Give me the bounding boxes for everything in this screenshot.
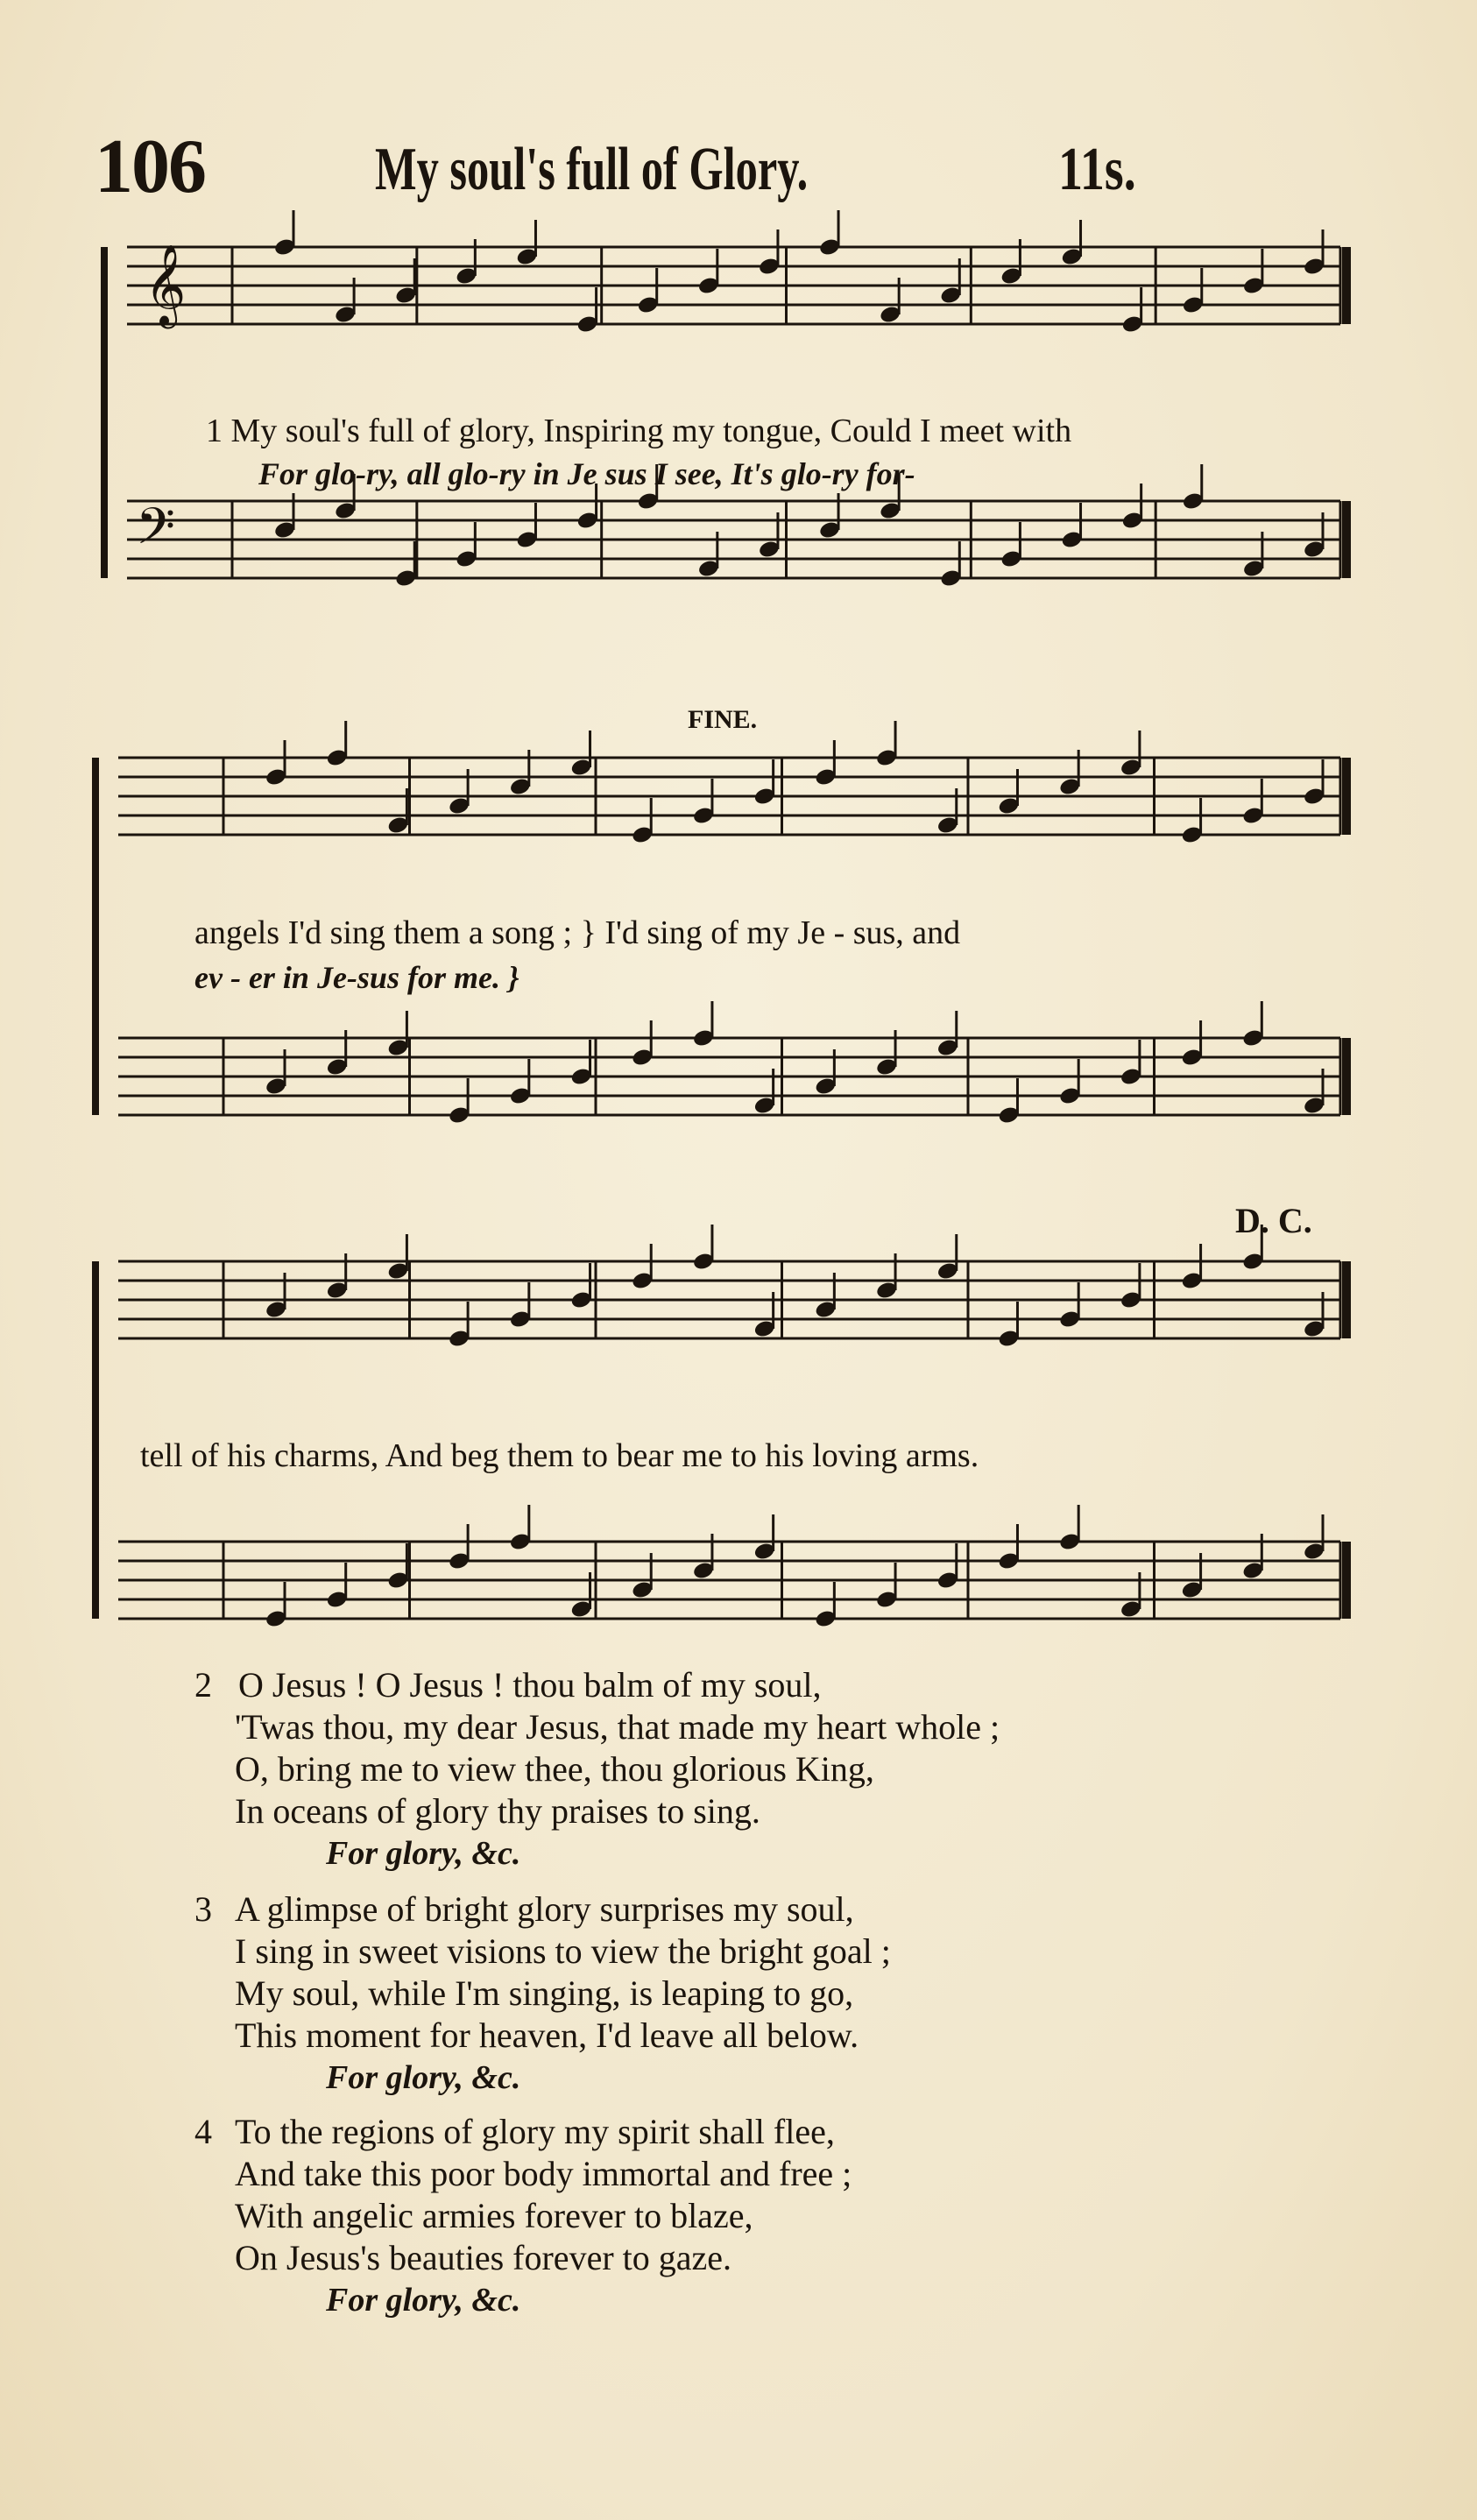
page-number: 106 — [95, 124, 205, 209]
verse-number: 4 — [194, 2112, 212, 2151]
note — [265, 1582, 287, 1628]
end-bar — [1342, 758, 1351, 835]
note — [448, 1078, 470, 1125]
music-system-2 — [0, 705, 1477, 1161]
note — [1303, 1514, 1325, 1561]
note — [265, 740, 287, 787]
note — [386, 1543, 409, 1590]
note — [509, 1282, 532, 1329]
note — [1060, 220, 1083, 266]
lyric-line-main: tell of his charms, And beg them to bear me to his loving arms. — [140, 1437, 979, 1474]
note — [448, 1302, 470, 1348]
verse-number: 2 — [194, 1665, 212, 1705]
note — [753, 1514, 776, 1561]
hymn-meter: 11s. — [1058, 136, 1136, 203]
verse-line: A glimpse of bright glory surprises my soul, — [235, 1889, 854, 1929]
verse-line: To the regions of glory my spirit shall flee, — [235, 2112, 835, 2151]
system-brace — [101, 247, 108, 578]
note — [1000, 522, 1022, 568]
note — [455, 522, 477, 568]
verse-line: I sing in sweet visions to view the bright goal ; — [235, 1931, 891, 1971]
note — [515, 503, 538, 549]
note — [1181, 1020, 1204, 1067]
lyric-line-refrain: ev - er in Je-sus for me. } — [194, 960, 519, 995]
note — [1058, 1059, 1081, 1105]
end-bar — [1342, 1542, 1351, 1619]
note — [997, 1078, 1020, 1125]
note — [1058, 1505, 1081, 1551]
verse-line: On Jesus's beauties forever to gaze. — [235, 2238, 732, 2277]
note — [875, 1563, 898, 1609]
note — [692, 1001, 715, 1048]
note — [1182, 464, 1205, 511]
verse-line: 'Twas thou, my dear Jesus, that made my heart whole ; — [235, 1707, 1000, 1747]
note — [386, 1011, 409, 1057]
note — [1058, 1282, 1081, 1329]
verse-line: O Jesus ! O Jesus ! thou balm of my soul, — [238, 1665, 822, 1705]
note — [1303, 229, 1325, 276]
note — [697, 249, 720, 295]
note — [814, 1582, 837, 1628]
note — [509, 1059, 532, 1105]
verse-line: In oceans of glory thy praises to sing. — [235, 1791, 760, 1831]
note — [394, 541, 417, 588]
treble-clef-icon: 𝄞 — [145, 244, 187, 325]
system-brace — [92, 1261, 99, 1619]
note — [1182, 268, 1205, 314]
note — [631, 798, 654, 844]
note — [515, 220, 538, 266]
note — [1121, 287, 1144, 334]
end-bar — [1342, 1261, 1351, 1338]
note — [569, 1040, 592, 1086]
end-bar — [1342, 1038, 1351, 1115]
end-bar — [1342, 247, 1351, 324]
note — [1181, 798, 1204, 844]
note — [448, 1524, 470, 1571]
note — [1121, 484, 1144, 530]
note — [569, 731, 592, 777]
bass-clef-icon: 𝄢 — [136, 497, 176, 568]
note — [936, 1543, 959, 1590]
end-bar — [1342, 501, 1351, 578]
note — [576, 287, 599, 334]
verse-refrain: For glory, &c. — [326, 1835, 521, 1872]
verse-line: This moment for heaven, I'd leave all below. — [235, 2015, 859, 2055]
note — [637, 268, 660, 314]
note — [939, 541, 962, 588]
music-system-3 — [0, 1200, 1477, 1655]
music-system-1 — [0, 229, 1477, 641]
note — [1242, 249, 1265, 295]
verse-refrain: For glory, &c. — [326, 2059, 521, 2096]
hymn-title: My soul's full of Glory. — [375, 136, 809, 203]
lyric-line-main: 1 My soul's full of glory, Inspiring my tongue, Could I meet with — [206, 413, 1072, 449]
note — [1120, 1263, 1142, 1309]
page-header — [95, 123, 1391, 219]
verse-line: O, bring me to view thee, thou glorious King, — [235, 1749, 874, 1789]
verse-line: My soul, while I'm singing, is leaping to go, — [235, 1973, 854, 2013]
dc-marker: D. C. — [1235, 1201, 1312, 1240]
note — [326, 1563, 349, 1609]
note — [1303, 759, 1325, 806]
system-brace — [92, 758, 99, 1115]
note — [509, 1505, 532, 1551]
note — [692, 779, 715, 825]
note — [692, 1225, 715, 1271]
note — [875, 721, 898, 767]
lyric-line-main: angels I'd sing them a song ; } I'd sing of my Je - sus, and — [194, 914, 961, 951]
note — [386, 1234, 409, 1281]
note — [753, 759, 776, 806]
verse-line: And take this poor body immortal and free ; — [235, 2154, 852, 2193]
note — [1181, 1244, 1204, 1290]
lyric-line-refrain: For glo-ry, all glo-ry in Je sus I see, It's glo-ry for- — [258, 456, 915, 491]
note — [569, 1263, 592, 1309]
note — [758, 229, 781, 276]
fine-marker: FINE. — [688, 705, 758, 734]
note — [1241, 1001, 1264, 1048]
note — [631, 1244, 654, 1290]
note — [631, 1020, 654, 1067]
note — [1241, 779, 1264, 825]
verse-line: With angelic armies forever to blaze, — [235, 2196, 753, 2235]
note — [1120, 731, 1142, 777]
note — [936, 1234, 959, 1281]
verse-number: 3 — [194, 1889, 212, 1929]
note — [997, 1302, 1020, 1348]
note — [936, 1011, 959, 1057]
note — [997, 1524, 1020, 1571]
note — [326, 721, 349, 767]
note — [1060, 503, 1083, 549]
note — [814, 740, 837, 787]
note — [1120, 1040, 1142, 1086]
verse-refrain: For glory, &c. — [326, 2282, 521, 2319]
